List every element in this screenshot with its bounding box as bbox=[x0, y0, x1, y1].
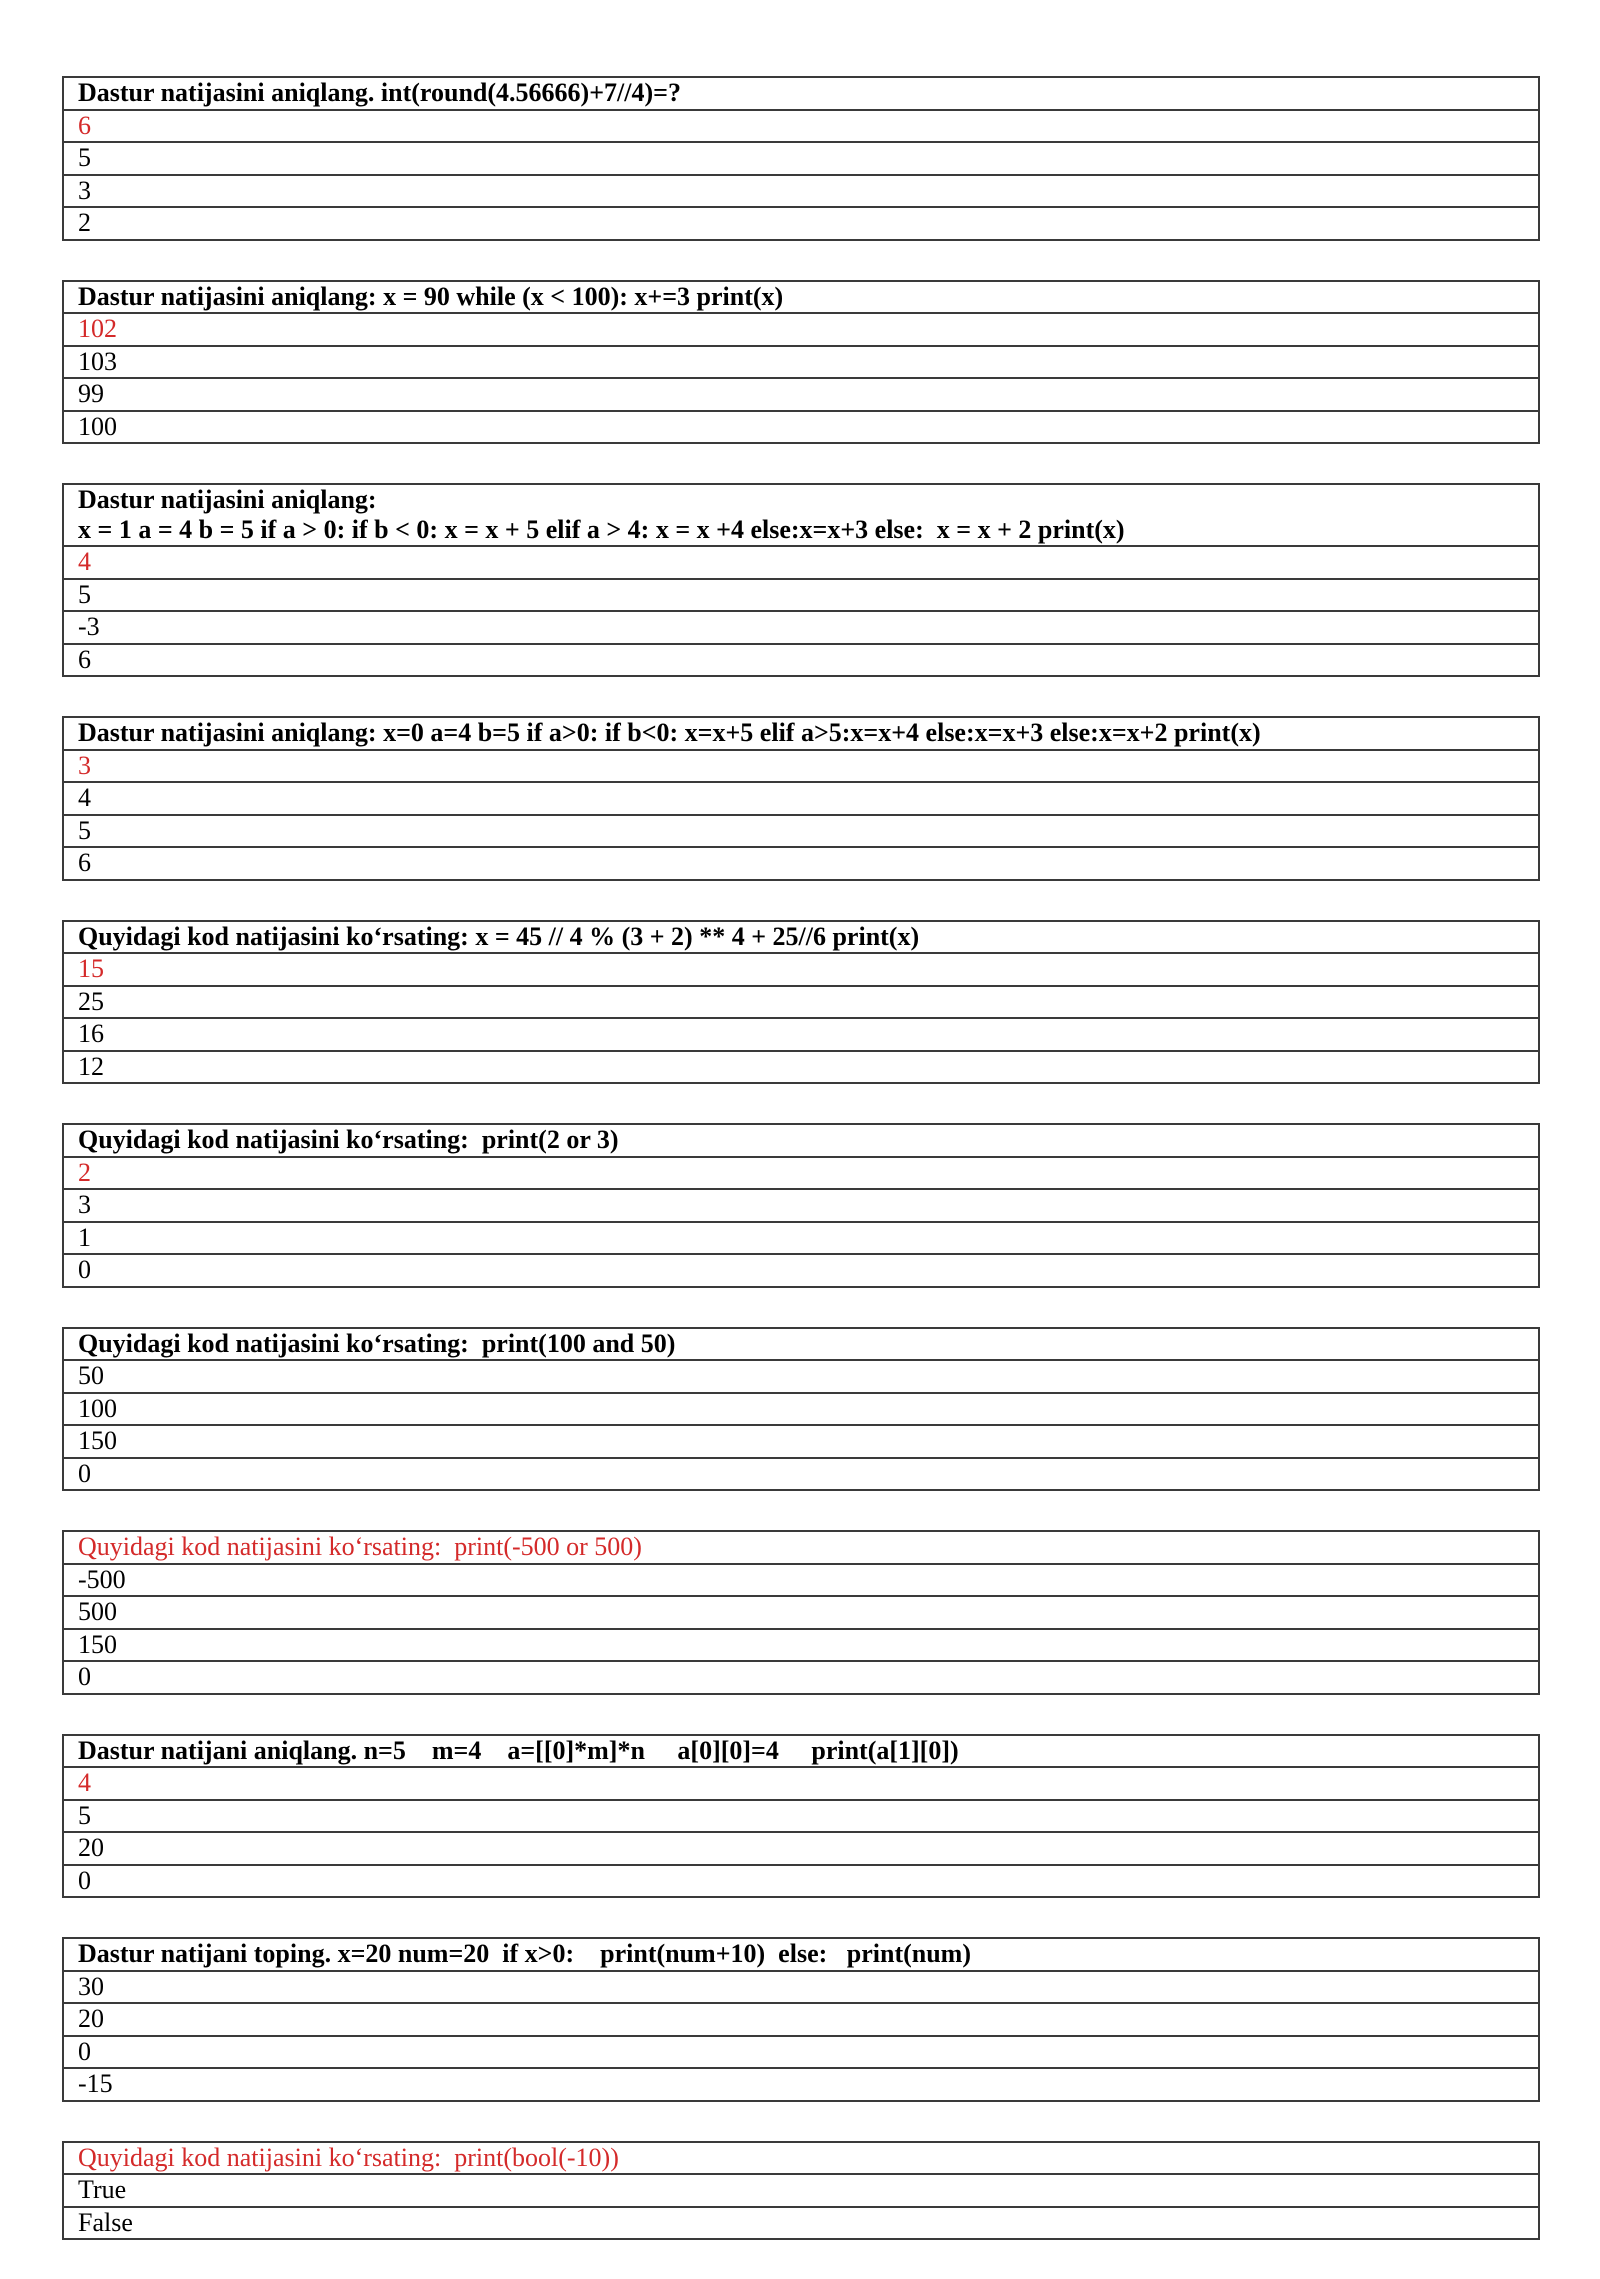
answer-option: 3 bbox=[63, 1189, 1539, 1222]
question-line: Dastur natijasini aniqlang: bbox=[78, 485, 377, 514]
document-page bbox=[62, 76, 1540, 2279]
question-table bbox=[62, 280, 1540, 445]
answer-option: 0 bbox=[63, 1254, 1539, 1287]
answer-option: 4 bbox=[63, 782, 1539, 815]
answer-option: -3 bbox=[63, 611, 1539, 644]
answer-option: 0 bbox=[63, 2036, 1539, 2069]
question-line: Dastur natijani aniqlang. n=5 m=4 a=[[0]*m]*n a[0][0]=4 print(a[1][0]) bbox=[78, 1735, 959, 1765]
answer-option: 100 bbox=[63, 1393, 1539, 1426]
question-text bbox=[63, 1735, 1539, 1768]
answer-option: 0 bbox=[63, 1458, 1539, 1491]
answer-option: 1 bbox=[63, 1222, 1539, 1255]
question-line: Dastur natijasini aniqlang. int(round(4.56666)+7//4)=? bbox=[78, 78, 681, 108]
question-line: Dastur natijasini aniqlang: x = 90 while (x < 100): x+=3 print(x) bbox=[78, 281, 784, 311]
question-table bbox=[62, 920, 1540, 1085]
question-table bbox=[62, 1123, 1540, 1288]
question-table bbox=[62, 76, 1540, 241]
answer-option: 12 bbox=[63, 1051, 1539, 1084]
answer-option: 5 bbox=[63, 815, 1539, 848]
question-table bbox=[62, 483, 1540, 677]
answer-option: 20 bbox=[63, 2003, 1539, 2036]
question-line: Quyidagi kod natijasini ko‘rsating: x = 45 // 4 % (3 + 2) ** 4 + 25//6 print(x) bbox=[78, 921, 920, 951]
question-text bbox=[63, 1531, 1539, 1564]
answer-option: 16 bbox=[63, 1018, 1539, 1051]
answer-option: 6 bbox=[63, 847, 1539, 880]
answer-option: 25 bbox=[63, 986, 1539, 1019]
question-line: Quyidagi kod natijasini ko‘rsating: print(100 and 50) bbox=[78, 1328, 676, 1358]
question-text bbox=[63, 1938, 1539, 1971]
answer-option: 0 bbox=[63, 1865, 1539, 1898]
answer-option: 30 bbox=[63, 1971, 1539, 2004]
question-line: Quyidagi kod natijasini ko‘rsating: print(-500 or 500) bbox=[78, 1532, 642, 1562]
answer-option-correct: 102 bbox=[63, 313, 1539, 346]
answer-option-correct: 15 bbox=[63, 953, 1539, 986]
question-text bbox=[63, 281, 1539, 314]
answer-option: False bbox=[63, 2207, 1539, 2240]
question-text bbox=[63, 484, 1539, 546]
answer-option: -15 bbox=[63, 2068, 1539, 2101]
question-line: Quyidagi kod natijasini ko‘rsating: print(bool(-10)) bbox=[78, 2142, 619, 2172]
answer-option: 5 bbox=[63, 1800, 1539, 1833]
question-table bbox=[62, 1530, 1540, 1695]
question-table bbox=[62, 2141, 1540, 2241]
question-text bbox=[63, 921, 1539, 954]
answer-option: 0 bbox=[63, 1661, 1539, 1694]
answer-option: 5 bbox=[63, 579, 1539, 612]
answer-option: 6 bbox=[63, 644, 1539, 677]
answer-option-correct: 4 bbox=[63, 546, 1539, 579]
question-text bbox=[63, 2142, 1539, 2175]
question-table bbox=[62, 716, 1540, 881]
answer-option: 2 bbox=[63, 207, 1539, 240]
answer-option: 5 bbox=[63, 142, 1539, 175]
question-table bbox=[62, 1937, 1540, 2102]
answer-option: 150 bbox=[63, 1425, 1539, 1458]
question-text bbox=[63, 1124, 1539, 1157]
question-table bbox=[62, 1734, 1540, 1899]
answer-option-correct: 2 bbox=[63, 1157, 1539, 1190]
question-line: Quyidagi kod natijasini ko‘rsating: print(2 or 3) bbox=[78, 1125, 619, 1155]
answer-option: -500 bbox=[63, 1564, 1539, 1597]
answer-option: 50 bbox=[63, 1360, 1539, 1393]
answer-option: 103 bbox=[63, 346, 1539, 379]
answer-option: 20 bbox=[63, 1832, 1539, 1865]
answer-option-correct: 4 bbox=[63, 1767, 1539, 1800]
answer-option: 100 bbox=[63, 411, 1539, 444]
answer-option-correct: 6 bbox=[63, 110, 1539, 143]
answer-option-correct: 3 bbox=[63, 750, 1539, 783]
question-line: Dastur natijani toping. x=20 num=20 if x>0: print(num+10) else: print(num) bbox=[78, 1939, 972, 1969]
question-line: x = 1 a = 4 b = 5 if a > 0: if b < 0: x = x + 5 elif a > 4: x = x +4 else:x=x+3 else: x = x + 2 print(x) bbox=[78, 515, 1125, 544]
question-text bbox=[63, 717, 1539, 750]
answer-option: 500 bbox=[63, 1596, 1539, 1629]
question-table bbox=[62, 1327, 1540, 1492]
question-text bbox=[63, 77, 1539, 110]
answer-option: 99 bbox=[63, 378, 1539, 411]
question-text bbox=[63, 1328, 1539, 1361]
question-line: Dastur natijasini aniqlang: x=0 a=4 b=5 if a>0: if b<0: x=x+5 elif a>5:x=x+4 else:x=x+3 else:x=x+2 print(x) bbox=[78, 718, 1261, 748]
answer-option: 150 bbox=[63, 1629, 1539, 1662]
answer-option: 3 bbox=[63, 175, 1539, 208]
answer-option: True bbox=[63, 2174, 1539, 2207]
